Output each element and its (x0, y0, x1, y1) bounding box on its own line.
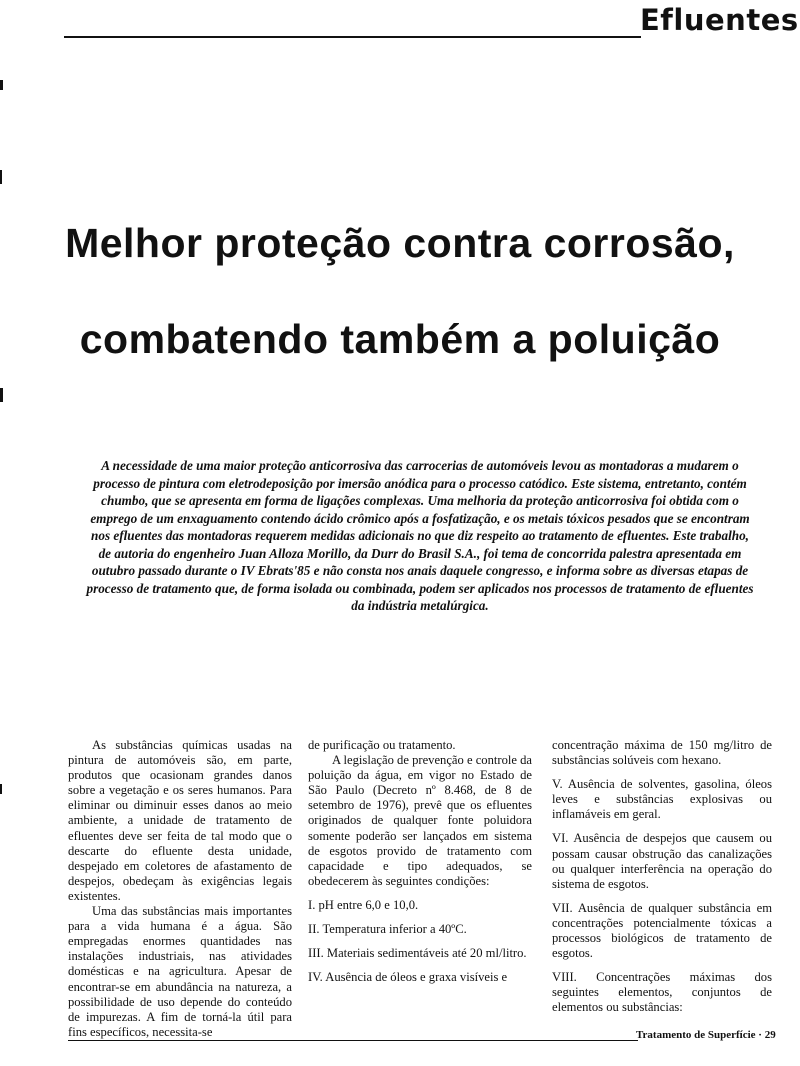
body-column-1 (68, 738, 292, 1040)
condition-item-1: I. pH entre 6,0 e 10,0. (308, 897, 419, 912)
condition-item-8: VIII. Concentrações máximas dos seguintes elementos, conjuntos de elementos ou substâncias: (552, 970, 772, 1015)
body-column-2 (308, 738, 532, 985)
scan-mark (0, 170, 2, 184)
body-paragraph: As substâncias químicas usadas na pintura de automóveis são, em parte, produtos que ocasionam grandes danos sobre a vegetação e os seres humanos. Para eliminar ou diminuir esses danos ao meio ambiente, a unidade de tratamento de efluentes deve ser feita de tal modo que o descarte do efluente desta unidade, despejado em coletores de afastamento de despejos, obedeçam às exigências legais existentes. (68, 738, 292, 903)
scan-mark (0, 388, 3, 402)
footer-page-label: Tratamento de Superfície · 29 (636, 1029, 776, 1041)
scan-mark (0, 784, 2, 794)
condition-item-7: VII. Ausência de qualquer substância em concentrações potencialmente tóxicas a processos biológicos de tratamento de esgotos. (552, 900, 772, 961)
body-paragraph: Uma das substâncias mais importantes para a vida humana é a água. São empregadas enormes quantidades nas instalações industriais, nas atividades domésticas e na agricultura. Apesar de encontrar-se em abundância na natureza, a possibilidade de uso depende do conteúdo de impurezas. A fim de torná-la útil para fins específicos, necessita-se (68, 904, 292, 1039)
footer-rule (68, 1040, 638, 1041)
condition-item-6: VI. Ausência de despejos que causem ou possam causar obstrução das canalizações ou qualquer interferência na operação do sistema de esgotos. (552, 831, 772, 891)
condition-item-4: IV. Ausência de óleos e graxa visíveis e (308, 970, 508, 985)
condition-item-3: III. Materiais sedimentáveis até 20 ml/litro. (308, 946, 527, 961)
section-label: Efluentes (640, 3, 799, 37)
condition-item-5: V. Ausência de solventes, gasolina, óleos leves e substâncias explosivas ou inflamáveis em geral. (552, 777, 772, 822)
article-title-line-1: Melhor proteção contra corrosão, (65, 220, 735, 266)
header-rule (64, 36, 641, 38)
condition-item-2: II. Temperatura inferior a 40ºC. (308, 922, 467, 937)
body-paragraph-continuation: de purificação ou tratamento. (308, 738, 456, 752)
body-column-3 (552, 738, 772, 1016)
article-title-line-2: combatendo também a poluição (79, 316, 721, 362)
body-paragraph: A legislação de prevenção e controle da poluição da água, em vigor no Estado de São Paulo (Decreto nº 8.468, de 8 de setembro de 1976), prevê que os efluentes originados de qualquer fonte poluidora somente poderão ser lançados em sistema de esgotos provido de tratamento com capacidade e tipo adequados, se obedecerem às seguintes condições: (308, 753, 533, 888)
lead-paragraph: A necessidade de uma maior proteção anticorrosiva das carrocerias de automóveis levou as montadoras a mudarem o processo de pintura com eletrodeposição por imersão anódica para o processo catódico. Este sistema, entretanto, contém chumbo, que se apresenta em forma de ligações complexas. Uma melhoria da proteção anticorrosiva foi obtida com o emprego de um enxaguamento contendo ácido crômico após a fosfatização, e os metais tóxicos pesados que se encontram nos efluentes das montadoras requerem medidas adicionais no que diz respeito ao tratamento de efluentes. Este trabalho, de autoria do engenheiro Juan Alloza Morillo, da Durr do Brasil S.A., foi tema de concorrida palestra apresentada em outubro passado durante o IV Ebrats'85 e não consta nos anais daquele congresso, e informa sobre as diversas etapas de processo de tratamento que, de forma isolada ou combinada, podem ser aplicados nos processos de tratamento de efluentes da indústria metalúrgica. (86, 458, 754, 613)
scan-mark (0, 80, 3, 90)
condition-item-4-continued: concentração máxima de 150 mg/litro de substâncias solúveis com hexano. (552, 738, 772, 768)
